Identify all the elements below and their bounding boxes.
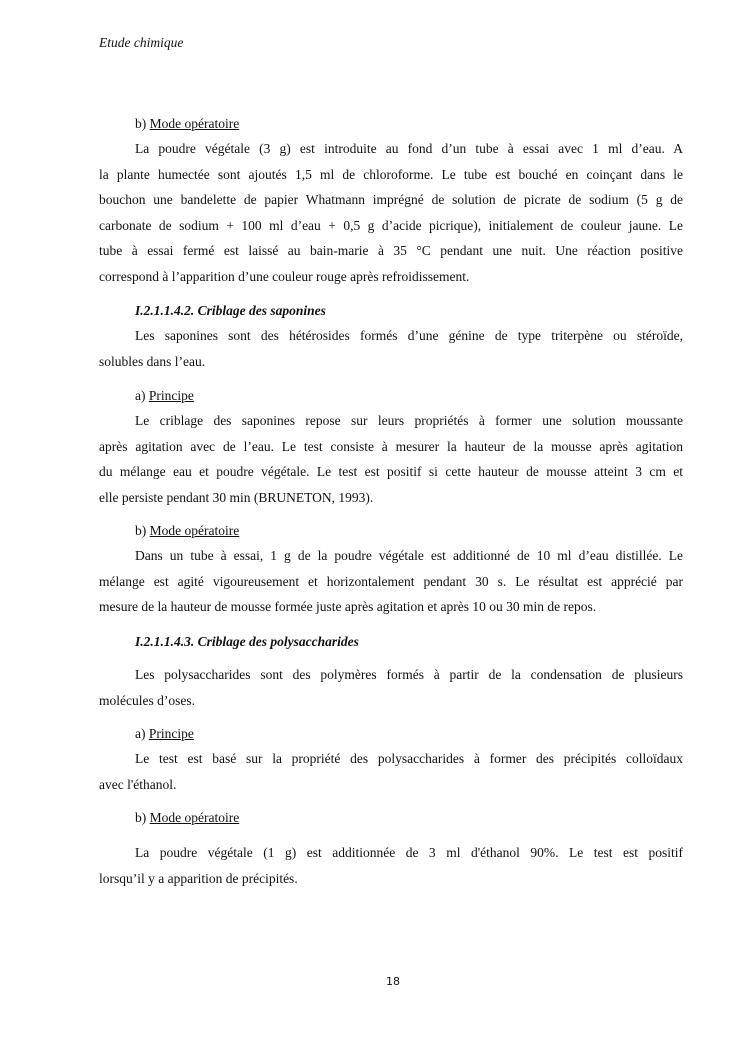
label-prefix: b) bbox=[135, 523, 150, 538]
text-line: Les saponines sont des hétérosides formés d’une génine de type triterpène ou stéroïde, bbox=[135, 328, 683, 343]
text-line: bouchon une bandelette de papier Whatmann imprégné de solution de picrate de sodium (5 g de bbox=[99, 192, 683, 208]
label-prefix: a) bbox=[135, 726, 149, 741]
text-line: La poudre végétale (1 g) est additionnée de 3 ml d'éthanol 90%. Le test est positif bbox=[135, 845, 683, 860]
section-heading bbox=[99, 298, 719, 324]
heading-number: I.2.1.1.4.2 bbox=[135, 303, 191, 318]
paragraph bbox=[99, 662, 683, 713]
text-line: Les polysaccharides sont des polymères formés à partir de la condensation de plusieurs bbox=[135, 667, 683, 682]
text-line: mélange est agité vigoureusement et horizontalement pendant 30 s. Le résultat est apprécié par bbox=[99, 573, 683, 589]
paragraph bbox=[99, 543, 683, 620]
heading-text: . Criblage des saponines bbox=[190, 303, 326, 318]
label-text: Principe bbox=[148, 388, 194, 403]
text-line: molécules d’oses. bbox=[99, 692, 195, 708]
paragraph bbox=[99, 746, 683, 797]
running-header: Etude chimique bbox=[99, 35, 184, 50]
subheading-mode-operatoire bbox=[99, 111, 719, 137]
label-text: Principe bbox=[148, 726, 194, 741]
label-text: Mode opératoire bbox=[149, 523, 240, 538]
subheading-principe bbox=[99, 721, 719, 747]
heading-number: I.2.1.1.4.3 bbox=[135, 634, 191, 649]
text-line: Le test est basé sur la propriété des polysaccharides à former des précipités colloïdaux bbox=[135, 751, 683, 766]
subheading-mode-operatoire bbox=[99, 518, 719, 544]
text-line: du mélange eau et poudre végétale. Le test est positif si cette hauteur de mousse atteint 3 cm et bbox=[99, 464, 683, 480]
text-line: lorsqu’il y a apparition de précipités. bbox=[99, 870, 298, 886]
text-line: la plante humectée sont ajoutés 1,5 ml de chloroforme. Le tube est bouché en coinçant dans le bbox=[99, 166, 683, 182]
text-line: Le criblage des saponines repose sur leurs propriétés à former une solution moussante bbox=[135, 413, 683, 428]
label-prefix: a) bbox=[135, 388, 149, 403]
text-line: La poudre végétale (3 g) est introduite au fond d’un tube à essai avec 1 ml d’eau. A bbox=[135, 141, 683, 156]
page-number: 18 bbox=[386, 975, 400, 988]
section-heading bbox=[99, 629, 719, 655]
label-text: Mode opératoire bbox=[149, 810, 240, 825]
text-line: carbonate de sodium + 100 ml d’eau + 0,5 g d’acide picrique), initialement de couleur jaune. Le bbox=[99, 217, 683, 233]
text-line: mesure de la hauteur de mousse formée juste après agitation et après 10 ou 30 min de repos. bbox=[99, 599, 597, 615]
label-text: Mode opératoire bbox=[149, 116, 240, 131]
heading-text: . Criblage des polysaccharides bbox=[190, 634, 359, 649]
text-line: solubles dans l’eau. bbox=[99, 353, 206, 369]
text-line: elle persiste pendant 30 min (BRUNETON, 1993). bbox=[99, 489, 374, 505]
text-line: après agitation avec de l’eau. Le test consiste à mesurer la hauteur de la mousse après agitation bbox=[99, 438, 683, 454]
label-prefix: b) bbox=[135, 116, 150, 131]
subheading-principe bbox=[99, 383, 719, 409]
paragraph bbox=[99, 840, 683, 891]
paragraph bbox=[99, 136, 683, 290]
paragraph bbox=[99, 408, 683, 510]
subheading-mode-operatoire bbox=[99, 805, 719, 831]
text-line: tube à essai fermé est laissé au bain-marie à 35 °C pendant une nuit. Une réaction positive bbox=[99, 243, 683, 259]
paragraph bbox=[99, 323, 683, 374]
label-prefix: b) bbox=[135, 810, 150, 825]
text-line: correspond à l’apparition d’une couleur rouge après refroidissement. bbox=[99, 268, 470, 284]
text-line: Dans un tube à essai, 1 g de la poudre végétale est additionné de 10 ml d’eau distillée. Le bbox=[135, 548, 683, 563]
text-line: avec l'éthanol. bbox=[99, 776, 177, 792]
